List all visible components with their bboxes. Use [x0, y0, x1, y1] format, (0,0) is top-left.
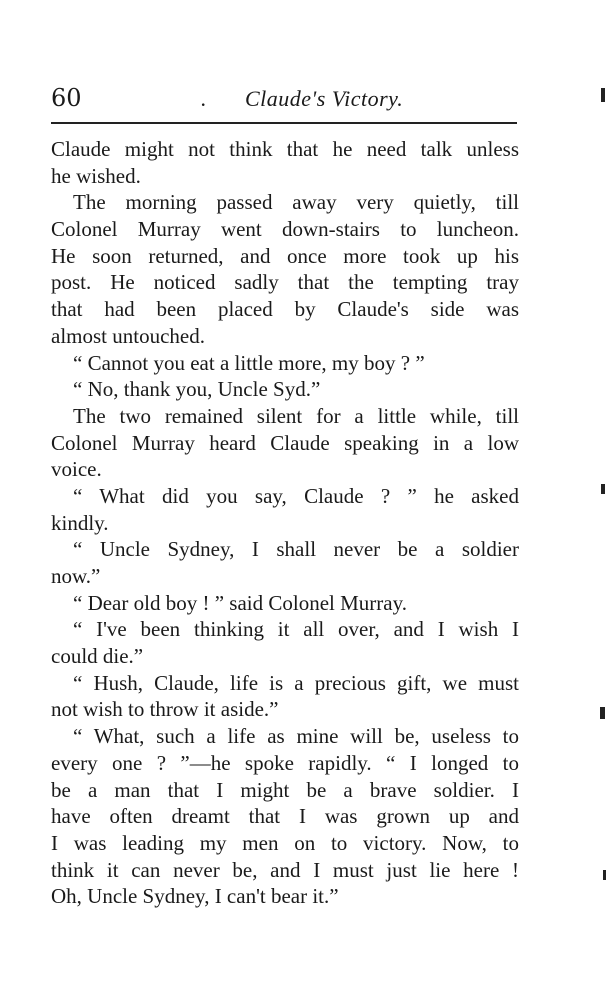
text-line: “ What did you say, Claude ? ” he asked: [73, 483, 519, 508]
header-rule: [51, 122, 517, 124]
text-line: voice.: [51, 457, 102, 482]
text-line: he wished.: [51, 163, 141, 188]
page-header: [51, 78, 517, 118]
text-line: Colonel Murray went down-stairs to luncheon.: [51, 217, 519, 242]
text-line: The two remained silent for a little while, till: [73, 403, 519, 428]
text-line: “ Hush, Claude, life is a precious gift, we must: [73, 670, 519, 695]
text-line: post. He noticed sadly that the tempting tray: [51, 270, 519, 295]
text-line: not wish to throw it aside.”: [51, 697, 279, 722]
text-line: “ Dear old boy ! ” said Colonel Murray.: [73, 590, 407, 615]
text-line: have often dreamt that I was grown up and: [51, 804, 519, 829]
text-line: that had been placed by Claude's side was: [51, 297, 519, 322]
text-line: almost untouched.: [51, 323, 205, 348]
body-text: [51, 136, 519, 910]
text-line: He soon returned, and once more took up his: [51, 243, 519, 268]
scan-mark: [601, 484, 605, 494]
text-line: every one ? ”—he spoke rapidly. “ I longed to: [51, 750, 519, 775]
text-line: now.”: [51, 564, 101, 588]
page-number: 60: [51, 84, 82, 112]
header-separator: .: [201, 86, 207, 111]
text-line: “ No, thank you, Uncle Syd.”: [73, 377, 321, 402]
text-line: Colonel Murray heard Claude speaking in a low: [51, 430, 519, 455]
running-title: [201, 86, 403, 112]
text-line: “ I've been thinking it all over, and I wish I: [73, 617, 519, 642]
scan-mark: [601, 88, 605, 102]
scan-mark: [600, 707, 605, 719]
text-line: “ What, such a life as mine will be, useless to: [73, 724, 519, 749]
running-title-text: Claude's Victory.: [245, 86, 404, 111]
text-line: kindly.: [51, 510, 109, 535]
text-line: could die.”: [51, 644, 144, 669]
text-line: Oh, Uncle Sydney, I can't bear it.”: [51, 884, 339, 909]
text-line: “ Uncle Sydney, I shall never be a soldier: [73, 537, 519, 562]
text-line: “ Cannot you eat a little more, my boy ? ”: [73, 350, 425, 375]
text-line: think it can never be, and I must just lie here !: [51, 857, 519, 882]
text-line: be a man that I might be a brave soldier. I: [51, 777, 519, 802]
text-line: The morning passed away very quietly, till: [73, 190, 519, 215]
text-line: Claude might not think that he need talk unless: [51, 137, 519, 161]
text-line: I was leading my men on to victory. Now, to: [51, 830, 519, 855]
scan-mark: [603, 870, 606, 880]
